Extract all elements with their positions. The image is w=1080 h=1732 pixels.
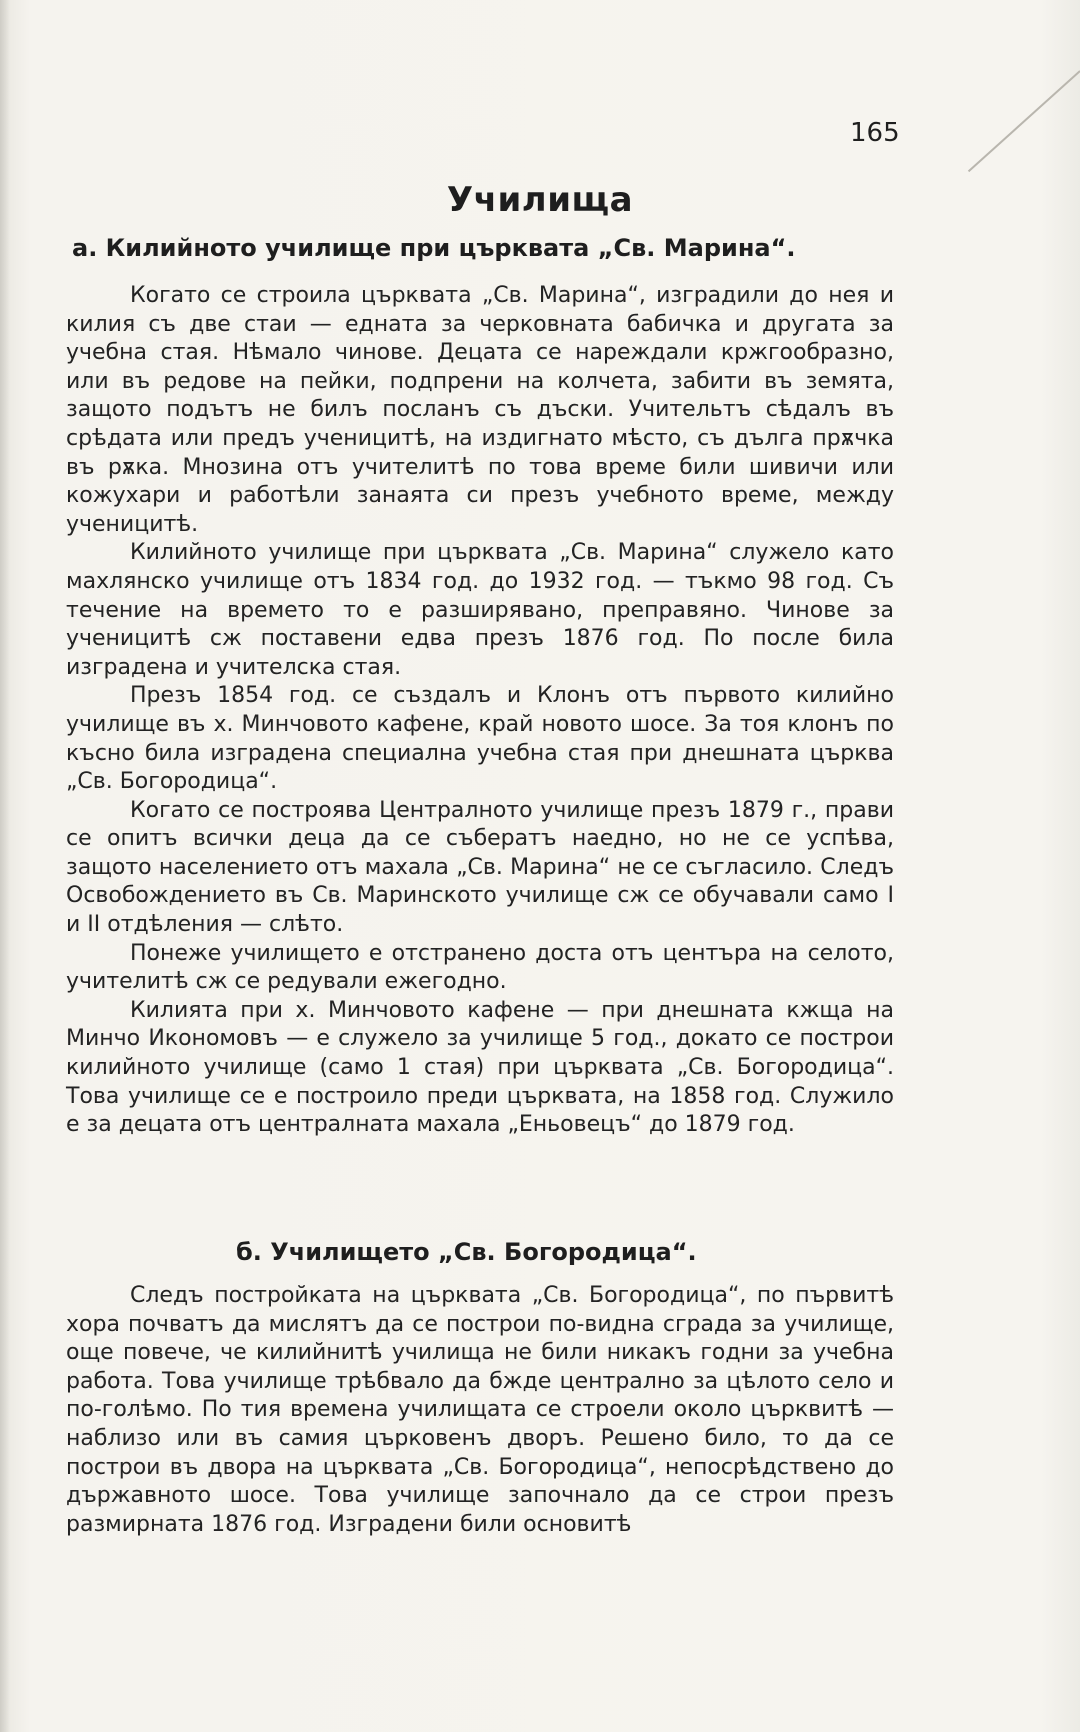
- paragraph: Следъ постройката на църквата „Св. Богородица“, по първитѣ хора почватъ да мислятъ да се построи по-видна сграда за училище, още повече, че килийнитѣ училища не били никакъ годни за учебна работа. Това училище трѣбвало да бжде централно за цѣлото село и по-голѣмо. По тия времена училищата се строели около църквитѣ — наблизо или въ самия църковенъ дворъ. Решено било, то да се построи въ двора на църквата „Св. Богородица“, непосрѣдствено до държавното шосе. Това училище започнало да се строи презъ размирната 1876 год. Изградени били основитѣ: [66, 1283, 894, 1537]
- section-b-body: [66, 1282, 894, 1539]
- page-edge-shadow: [0, 0, 10, 1732]
- paragraph: Когато се построява Централното училище презъ 1879 г., прави се опитъ всички деца да се събератъ наедно, но не се успѣва, защото населението отъ махала „Св. Марина“ не се съгласило. Следъ Освобождението въ Св. Маринското училище сж се обучавали само I и II отдѣления — слѣто.: [66, 797, 894, 938]
- section-b-heading: б. Училището „Св. Богородица“.: [236, 1238, 697, 1266]
- page-number: 165: [850, 118, 900, 148]
- page-corner-fold: [968, 70, 1080, 172]
- paragraph: Понеже училището е отстранено доста отъ центъра на селото, учителитѣ сж се редували ежегодно.: [66, 940, 894, 995]
- section-a-body: [66, 282, 894, 1140]
- paragraph: Презъ 1854 год. се създалъ и Клонъ отъ първото килийно училище въ х. Минчовото кафене, край новото шосе. За тоя клонъ по късно била изградена специална учебна стая при днешната църква „Св. Богородица“.: [66, 683, 894, 795]
- paragraph: Килийното училище при църквата „Св. Марина“ служело като махлянско училище отъ 1834 год. до 1932 год. — тъкмо 98 год. Съ течение на времето то е разширявано, преправяно. Чинове за ученицитѣ сж поставени едва презъ 1876 год. По после била изградена и учителска стая.: [66, 540, 894, 680]
- page-title: Училища: [446, 180, 634, 220]
- paragraph: Когато се строила църквата „Св. Марина“, изградили до нея и килия съ две стаи — едната за черковната бабичка и другата за учебна стая. Нѣмало чинове. Децата се нареждали кржгообразно, или въ редове на пейки, подпрени на колчета, забити въ земята, защото подътъ не билъ посланъ съ дъски. Учительтъ сѣдалъ въ срѣдата или предъ ученицитѣ, на издигнато мѣсто, съ дълга прѫчка въ рѫка. Мнозина отъ учителитѣ по това време били шивичи или кожухари и работѣли занаята си презъ учебното време, между ученицитѣ.: [66, 283, 894, 537]
- section-a-heading: а. Килийното училище при църквата „Св. Марина“.: [72, 234, 796, 262]
- paragraph: Килията при х. Минчовото кафене — при днешната кжща на Минчо Икономовъ — е служело за училище 5 год., докато се построи килийното училище (само 1 стая) при църквата „Св. Богородица“. Това училище се е построило преди църквата, на 1858 год. Служило е за децата отъ централната махала „Еньовецъ“ до 1879 год.: [66, 997, 894, 1138]
